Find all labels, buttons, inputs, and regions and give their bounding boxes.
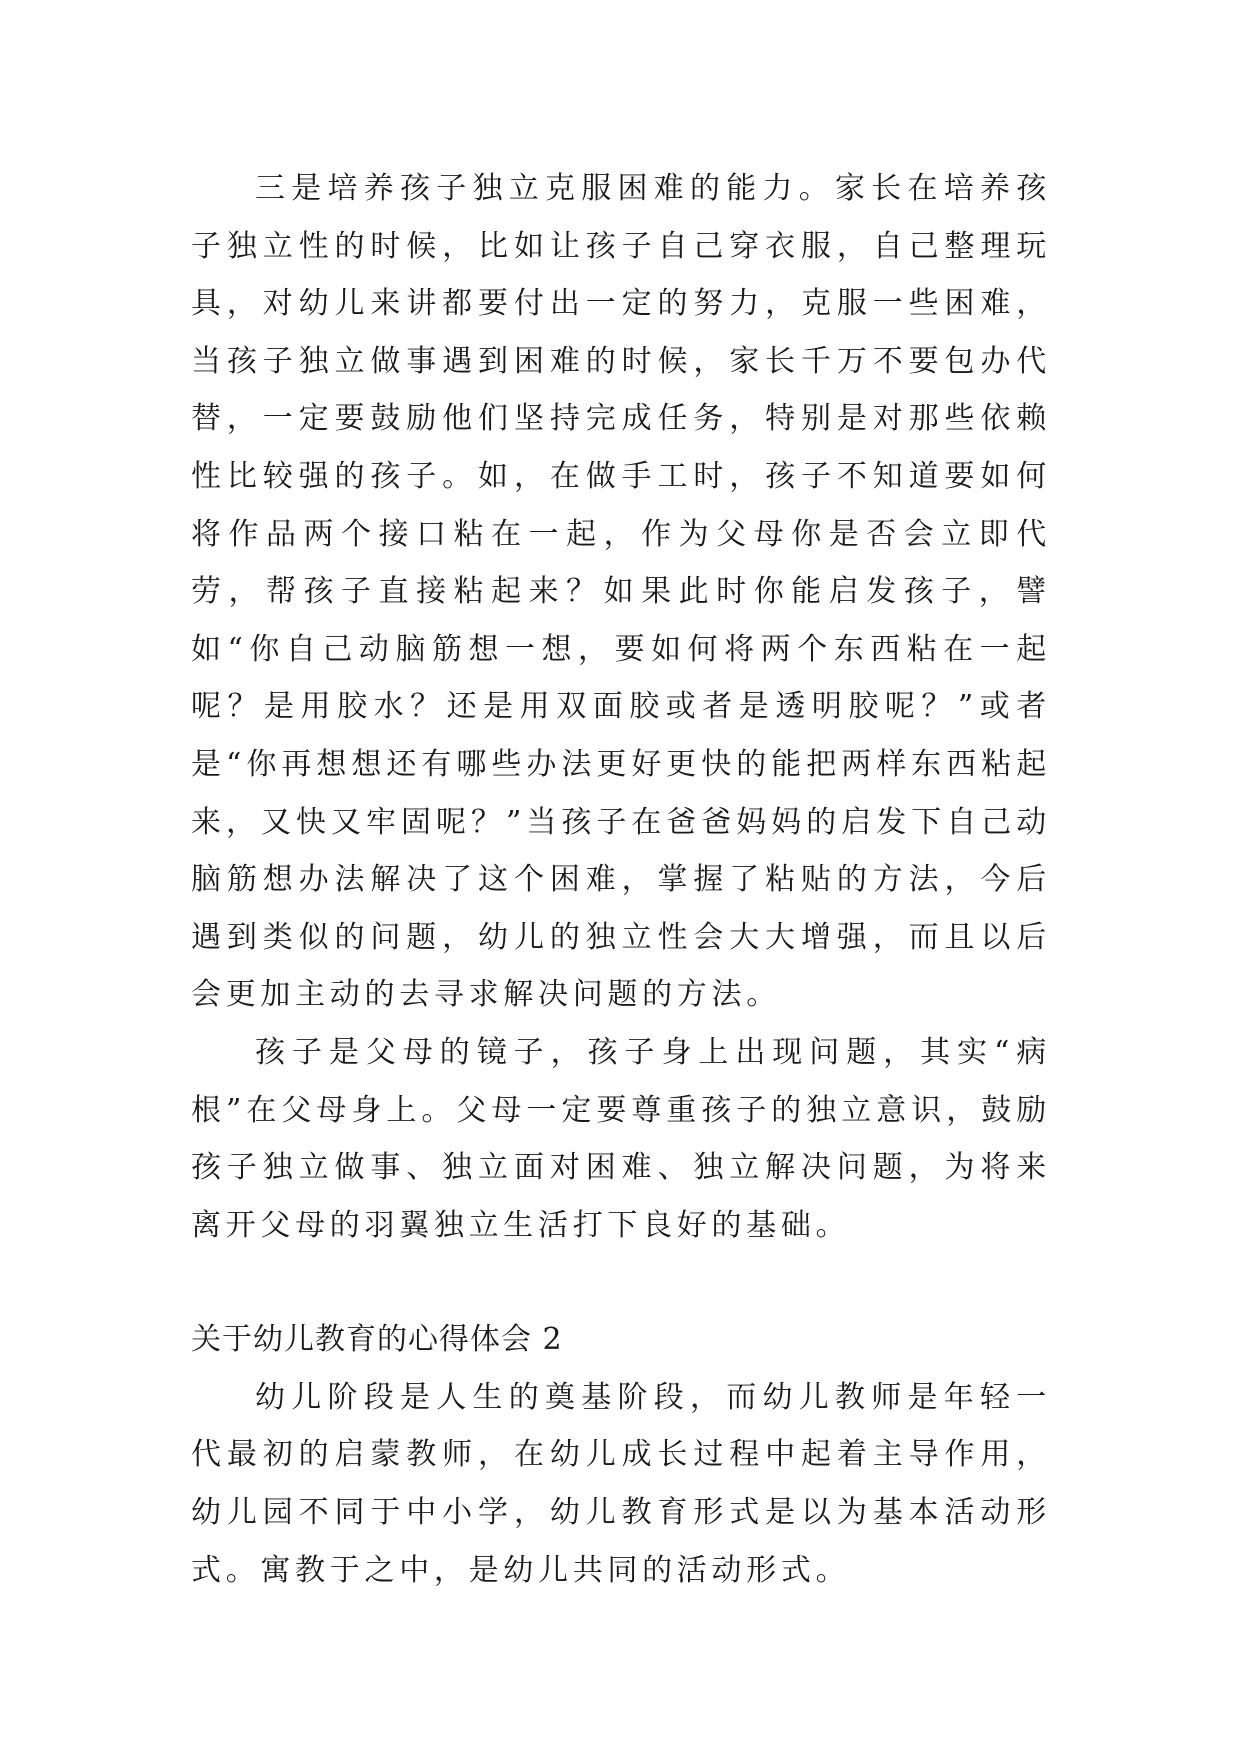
section-title: 关于幼儿教育的心得体会 2	[191, 1322, 563, 1358]
paragraph-early-childhood-stage: 幼儿阶段是人生的奠基阶段，而幼儿教师是年轻一代最初的启蒙教师，在幼儿成长过程中起着主导作用，幼儿园不同于中小学，幼儿教育形式是以为基本活动形式。寓教于之中，是幼儿共同的活动形式。	[191, 1379, 1051, 1588]
paragraph-parents-mirror: 孩子是父母的镜子，孩子身上出现问题，其实“病根”在父母身上。父母一定要尊重孩子的独立意识，鼓励孩子独立做事、独立面对困难、独立解决问题，为将来离开父母的羽翼独立生活打下良好的基础。	[191, 1034, 1051, 1243]
document-body	[191, 160, 1051, 1599]
section-spacer	[191, 1254, 1051, 1311]
paragraph-independence-difficulties: 三是培养孩子独立克服困难的能力。家长在培养孩子独立性的时候，比如让孩子自己穿衣服，自己整理玩具，对幼儿来讲都要付出一定的努力，克服一些困难，当孩子独立做事遇到困难的时候，家长千万不要包办代替，一定要鼓励他们坚持完成任务，特别是对那些依赖性比较强的孩子。如，在做手工时，孩子不知道要如何将作品两个接口粘在一起，作为父母你是否会立即代劳，帮孩子直接粘起来？如果此时你能启发孩子，譬如“你自己动脑筋想一想，要如何将两个东西粘在一起呢？是用胶水？还是用双面胶或者是透明胶呢？”或者是“你再想想还有哪些办法更好更快的能把两样东西粘起来，又快又牢固呢？”当孩子在爸爸妈妈的启发下自己动脑筋想办法解决了这个困难，掌握了粘贴的方法，今后遇到类似的问题，幼儿的独立性会大大增强，而且以后会更加主动的去寻求解决问题的方法。	[191, 171, 1051, 1013]
